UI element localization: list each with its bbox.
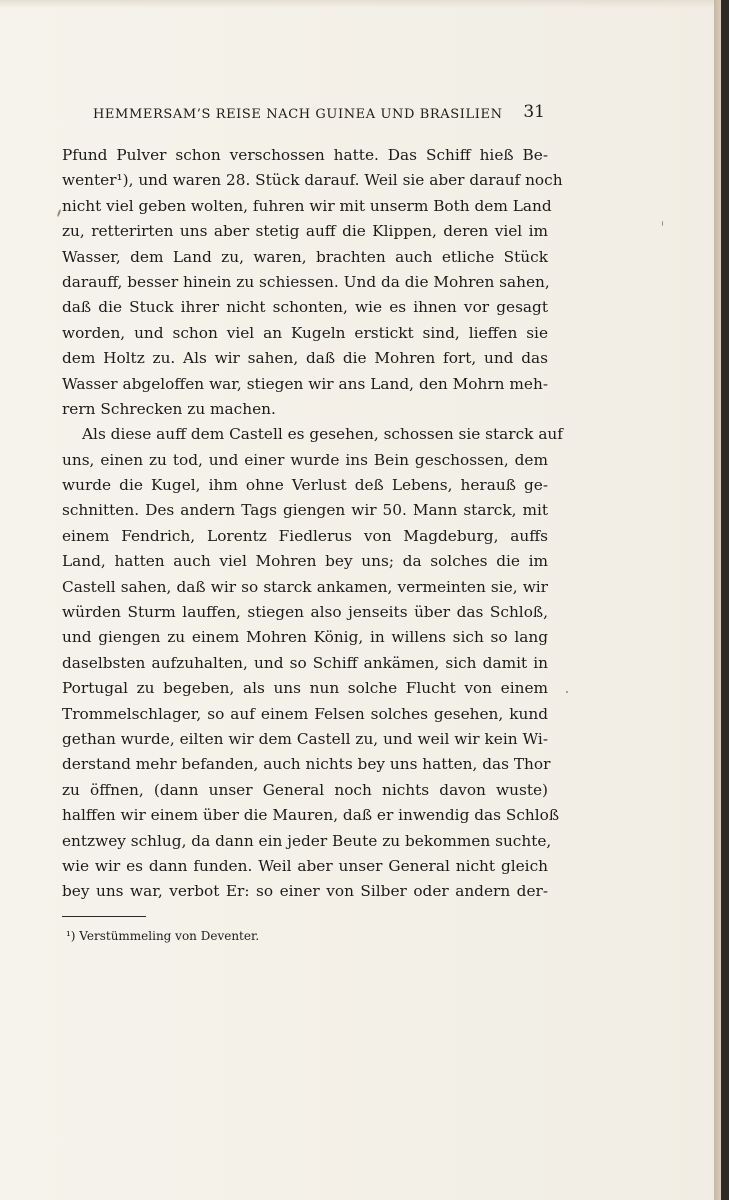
text-line: einem Fendrich, Lorentz Fiedlerus von Magdeburg, auffs xyxy=(62,526,548,545)
text-line: schnitten. Des andern Tags giengen wir 50. Mann starck, mit xyxy=(62,501,548,520)
text-line: dem Holtz zu. Als wir sahen, daß die Mohren fort, und das xyxy=(62,349,548,368)
text-line: daselbsten aufzuhalten, und so Schiff ankämen, sich damit in xyxy=(62,653,548,672)
text-line: Wasser, dem Land zu, waren, brachten auch etliche Stück xyxy=(62,247,548,266)
text-line: würden Sturm lauffen, stiegen also jenseits über das Schloß, xyxy=(62,603,548,622)
text-line: Pfund Pulver schon verschossen hatte. Das Schiff hieß Be- xyxy=(62,146,548,164)
text-line: Portugal zu begeben, als uns nun solche Flucht von einem xyxy=(62,679,548,698)
paper-speck xyxy=(57,209,62,217)
page-number: 31 xyxy=(523,102,545,122)
text-line: zu, retterirten uns aber stetig auff die Klippen, deren viel im xyxy=(62,222,548,241)
text-line: daß die Stuck ihrer nicht schonten, wie es ihnen vor gesagt xyxy=(62,298,548,317)
text-line: Trommelschlager, so auf einem Felsen solches gesehen, kund xyxy=(62,704,548,723)
running-head xyxy=(93,102,545,124)
text-line: derstand mehr befanden, auch nichts bey uns hatten, das Thor xyxy=(62,755,551,774)
scan-edge-shadow xyxy=(721,0,729,1200)
paper-speck xyxy=(566,691,568,693)
text-line: Land, hatten auch viel Mohren bey uns; da solches die im xyxy=(62,552,548,571)
running-title: HEMMERSAM’S REISE NACH GUINEA UND BRASILIEN xyxy=(93,107,503,122)
text-line: Als diese auff dem Castell es gesehen, schossen sie starck auf xyxy=(82,425,563,444)
text-line: und giengen zu einem Mohren König, in willens sich so lang xyxy=(62,628,548,647)
text-line: zu öffnen, (dann unser General noch nichts davon wuste) xyxy=(62,780,548,799)
text-line: rern Schrecken zu machen. xyxy=(62,399,276,418)
paper-speck xyxy=(662,221,663,226)
text-line: bey uns war, verbot Er: so einer von Silber oder andern der- xyxy=(62,882,548,901)
text-line: uns, einen zu tod, und einer wurde ins Bein geschossen, dem xyxy=(62,450,548,469)
footnote-rule xyxy=(62,916,146,917)
text-line: nicht viel geben wolten, fuhren wir mit unserm Both dem Land xyxy=(62,196,552,215)
body-text xyxy=(62,143,563,905)
text-line: entzwey schlug, da dann ein jeder Beute zu bekommen suchte, xyxy=(62,831,552,850)
page-edge xyxy=(714,0,721,1200)
footnote: ¹) Verstümmeling von Deventer. xyxy=(66,929,260,943)
text-line: wie wir es dann funden. Weil aber unser General nicht gleich xyxy=(62,856,548,875)
text-line: Castell sahen, daß wir so starck ankamen, vermeinten sie, wir xyxy=(62,577,548,596)
text-line: gethan wurde, eilten wir dem Castell zu, und weil wir kein Wi- xyxy=(62,729,548,748)
text-line: darauff, besser hinein zu schiessen. Und da die Mohren sahen, xyxy=(62,272,550,291)
text-line: wenter¹), und waren 28. Stück darauf. Weil sie aber darauf noch xyxy=(62,171,563,190)
text-line: worden, und schon viel an Kugeln erstickt sind, lieffen sie xyxy=(62,323,548,342)
text-line: halffen wir einem über die Mauren, daß er inwendig das Schloß xyxy=(62,806,560,825)
text-line: wurde die Kugel, ihm ohne Verlust deß Lebens, herauß ge- xyxy=(62,476,548,495)
text-line: Wasser abgeloffen war, stiegen wir ans Land, den Mohrn meh- xyxy=(62,374,548,393)
